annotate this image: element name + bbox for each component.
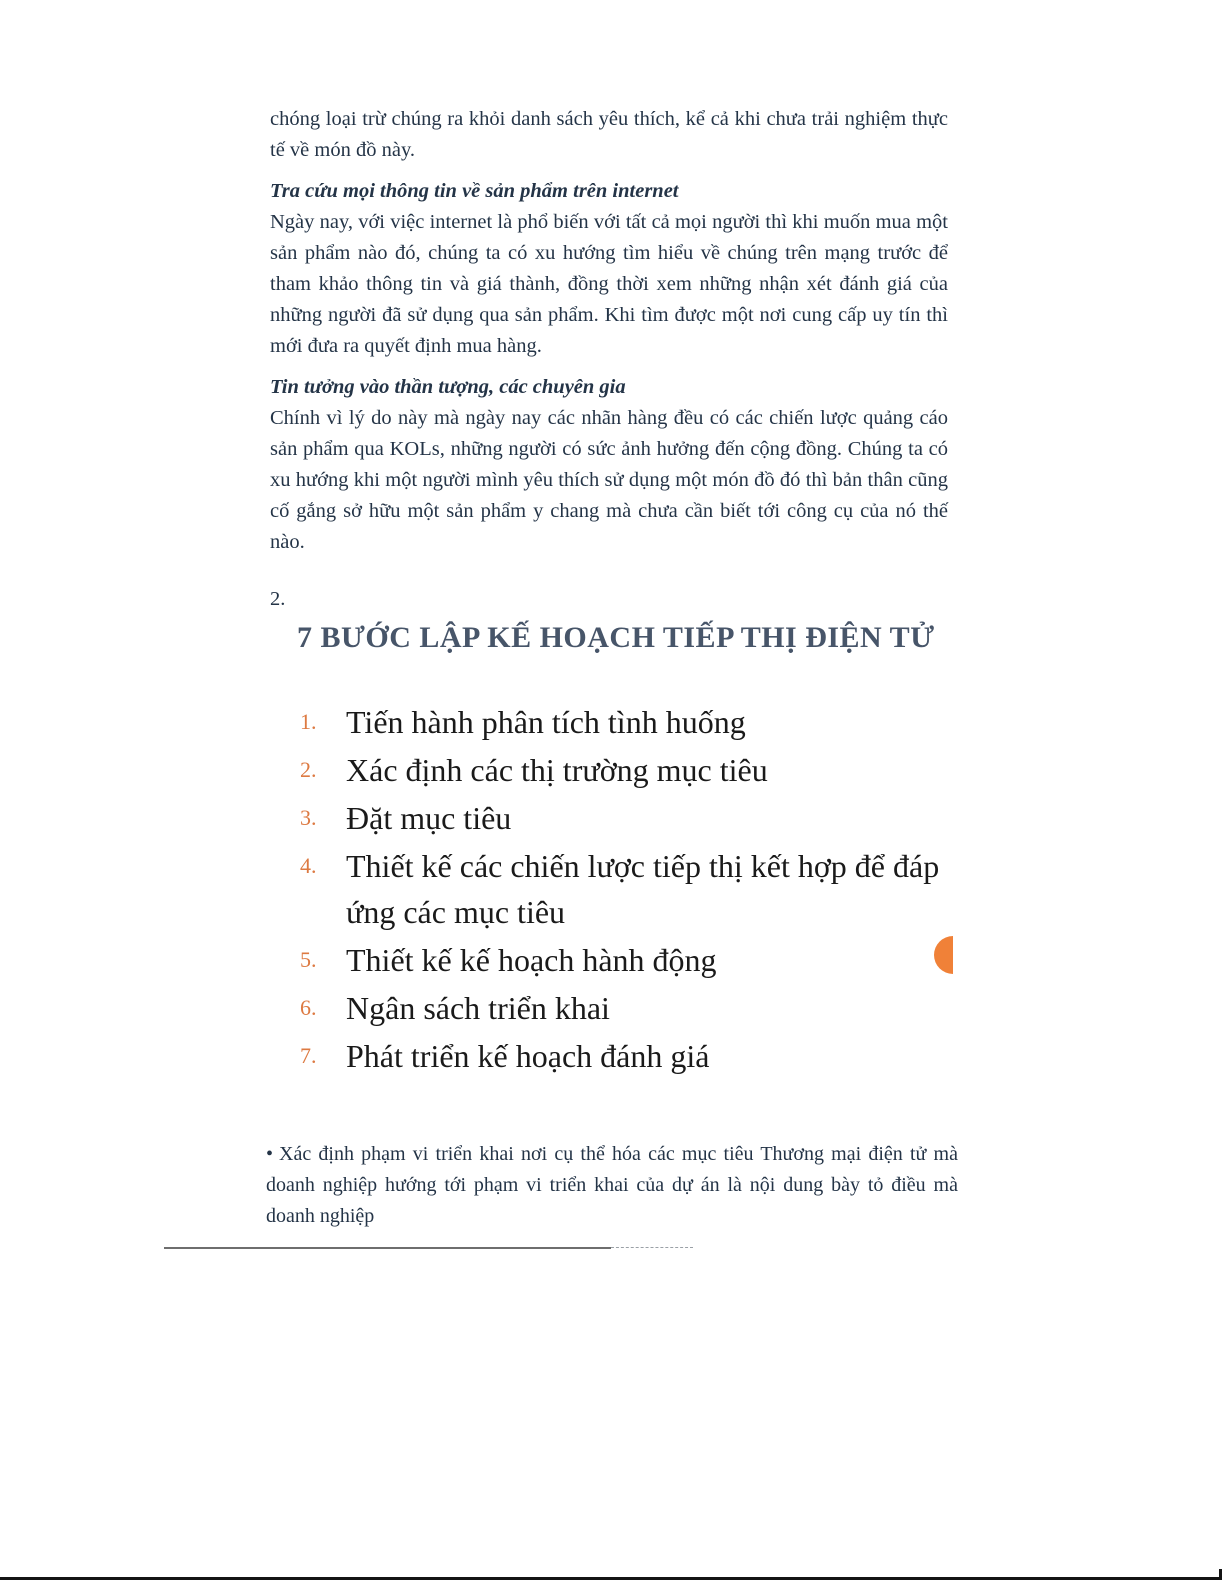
step-number: 7. xyxy=(300,1043,317,1068)
figure-7-steps-emarketing-plan xyxy=(270,621,948,1079)
section-heading-internet-lookup: Tra cứu mọi thông tin về sản phẩm trên internet xyxy=(270,180,679,202)
bullet-marker: • xyxy=(266,1143,274,1165)
page-break-corner-tick xyxy=(1219,1569,1222,1580)
intro-paragraph: chóng loại trừ chúng ra khỏi danh sách yêu thích, kể cả khi chưa trải nghiệm thực tế về món đồ này. xyxy=(270,108,948,161)
list-item xyxy=(300,699,948,745)
bullet-paragraph xyxy=(266,1139,958,1232)
list-item xyxy=(300,795,948,841)
step-text: Thiết kế các chiến lược tiếp thị kết hợp để đáp ứng các mục tiêu xyxy=(346,848,940,930)
section-body-internet-lookup: Ngày nay, với việc internet là phổ biến với tất cả mọi người thì khi muốn mua một sản phẩm nào đó, chúng ta có xu hướng tìm hiểu về chúng trên mạng trước để tham khảo thông tin và giá thành, đồng thời xem những nhận xét đánh giá của những người đã sử dụng qua sản phẩm. Khi tìm được một nơi cung cấp uy tín thì mới đưa ra quyết định mua hàng. xyxy=(270,211,948,357)
list-item xyxy=(300,1033,948,1079)
step-text: Thiết kế kế hoạch hành động xyxy=(346,942,717,978)
section-heading-trust-idols: Tin tưởng vào thần tượng, các chuyên gia xyxy=(270,376,626,398)
figure-steps-list xyxy=(270,699,948,1079)
list-item xyxy=(300,843,948,935)
list-item xyxy=(300,937,948,983)
step-text: Tiến hành phân tích tình huống xyxy=(346,704,746,740)
footnote-separator-solid xyxy=(164,1247,611,1249)
step-text: Đặt mục tiêu xyxy=(346,800,512,836)
footnote-separator xyxy=(164,1247,693,1249)
list-item xyxy=(300,747,948,793)
step-number: 3. xyxy=(300,805,317,830)
list-item xyxy=(300,985,948,1031)
step-number: 1. xyxy=(300,709,317,734)
step-number: 5. xyxy=(300,947,317,972)
bullet-paragraph-text: Xác định phạm vi triển khai nơi cụ thể hóa các mục tiêu Thương mại điện tử mà doanh nghiệp hướng tới phạm vi triển khai của dự án là nội dung bày tỏ điều mà doanh nghiệp xyxy=(266,1143,958,1227)
figure-title: 7 BƯỚC LẬP KẾ HOẠCH TIẾP THỊ ĐIỆN TỬ xyxy=(297,621,935,654)
step-text: Xác định các thị trường mục tiêu xyxy=(346,752,768,788)
step-number: 2. xyxy=(300,757,317,782)
step-number: 6. xyxy=(300,995,317,1020)
footnote-separator-dashed xyxy=(611,1247,693,1248)
section-body-trust-idols: Chính vì lý do này mà ngày nay các nhãn hàng đều có các chiến lược quảng cáo sản phẩm qua KOLs, những người có sức ảnh hưởng đến cộng đồng. Chúng ta có xu hướng khi một người mình yêu thích sử dụng một món đồ đó thì bản thân cũng cố gắng sở hữu một sản phẩm y chang mà chưa cần biết tới công cụ của nó thế nào. xyxy=(270,407,948,553)
step-text: Phát triển kế hoạch đánh giá xyxy=(346,1038,710,1074)
page-content xyxy=(266,104,958,1232)
outline-item-number: 2. xyxy=(270,588,286,610)
step-number: 4. xyxy=(300,853,317,878)
step-text: Ngân sách triển khai xyxy=(346,990,610,1026)
page-break-line xyxy=(0,1577,1222,1580)
